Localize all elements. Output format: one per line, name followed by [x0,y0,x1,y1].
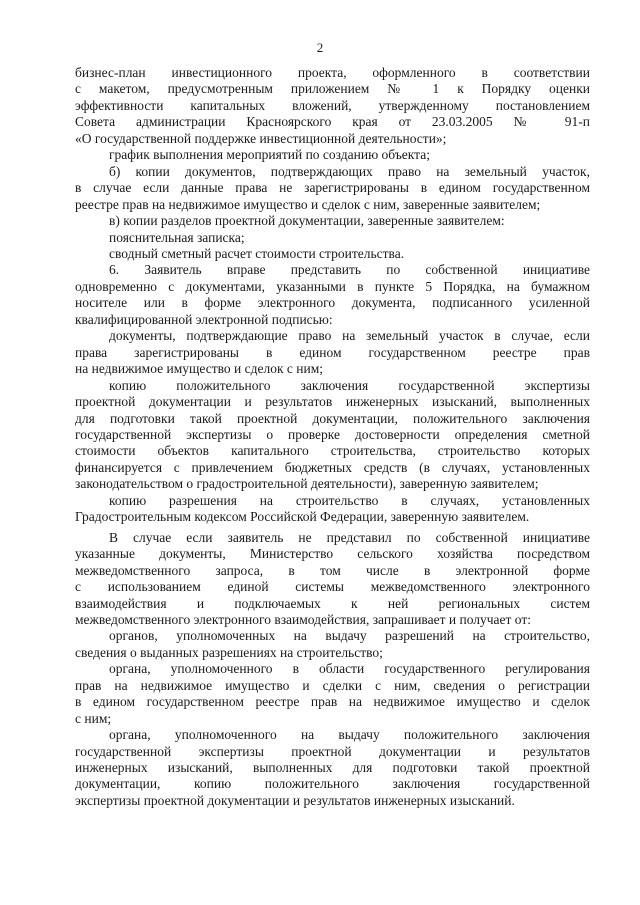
text-line: экспертизы проектной документации и результатов инженерных изысканий. [75,792,515,808]
text-line: прав на недвижимое имущество и сделки с ним, сведения о регистрации [75,677,590,693]
document-body [75,65,590,809]
text-line: 6. Заявитель вправе представить по собственной инициативе [109,262,590,278]
paragraph [75,164,590,213]
text-line: указанные документы, Министерство сельского хозяйства посредством [75,546,590,562]
text-line: эффективности капитальных вложений, утвержденному постановлением [75,97,590,113]
text-line: взаимодействия и подключаемых к ней региональных систем [75,595,590,611]
paragraph [75,262,590,328]
text-line: межведомственного запроса, в том числе в электронной форме [75,562,590,578]
text-line: документации, копию положительного заключения государственной [75,776,590,792]
text-line: государственной экспертизы проектной документации и результатов [75,743,590,759]
text-line: «О государственной поддержке инвестиционной деятельности»; [75,130,447,146]
text-line: органа, уполномоченного в области государственного регулирования [109,661,590,677]
text-line: документы, подтверждающие право на земельный участок в случае, если [109,328,590,344]
text-line: Градостроительным кодексом Российской Федерации, заверенную заявителем. [75,509,530,525]
text-line: инженерных изысканий, выполненных для подготовки такой проектной [75,760,590,776]
text-line: финансируется с привлечением бюджетных средств (в случаях, установленных [75,459,590,475]
paragraph [75,530,590,629]
text-line: для подготовки такой проектной документации, положительного заключения [75,410,590,426]
text-line: В случае если заявитель не представил по собственной инициативе [109,529,590,545]
text-line: права зарегистрированы в едином государственном реестре прав [75,344,590,360]
text-line: график выполнения мероприятий по созданию объекта; [109,147,430,163]
page-number: 2 [316,40,324,55]
paragraph [75,246,590,262]
text-line: в) копии разделов проектной документации, заверенные заявителем: [109,213,505,229]
paragraph [75,661,590,727]
paragraph [75,147,590,163]
paragraph [75,328,590,377]
paragraph [75,213,590,229]
text-line: межведомственного электронного взаимодействия, запрашивает и получает от: [75,611,532,627]
text-line: органов, уполномоченных на выдачу разрешений на строительство, [109,628,590,644]
text-line: реестре прав на недвижимое имущество и сделок с ним, заверенные заявителем; [75,196,541,212]
text-line: на недвижимое имущество и сделок с ним; [75,361,323,377]
text-line: с макетом, предусмотренным приложением № 1 к Порядку оценки [75,81,590,97]
text-line: копию разрешения на строительство в случаях, установленных [109,492,590,508]
text-line: квалифицированной электронной подписью: [75,311,333,327]
text-line: стоимости объектов капитального строительства, строительство которых [75,443,590,459]
text-line: проектной документации и результатов инженерных изысканий, выполненных [75,394,590,410]
paragraph [75,727,590,809]
text-line: государственной экспертизы о проверке достоверности определения сметной [75,426,590,442]
text-line: носителе или в форме электронного документа, подписанного усиленной [75,295,590,311]
paragraph [75,65,590,147]
text-line: с ним; [75,710,112,726]
text-line: органа, уполномоченного на выдачу положительного заключения [109,727,590,743]
paragraph [75,493,590,526]
text-line: б) копии документов, подтверждающих право на земельный участок, [109,163,590,179]
paragraph [75,230,590,246]
text-line: копию положительного заключения государственной экспертизы [109,377,590,393]
text-line: законодательством о градостроительной деятельности), заверенную заявителем; [75,476,539,492]
text-line: бизнес-план инвестиционного проекта, оформленного в соответствии [75,65,590,80]
text-line: в едином государственном реестре прав на недвижимое имущество и сделок [75,694,590,710]
paragraph [75,378,590,493]
text-line: в случае если данные права не зарегистрированы в едином государственном [75,180,590,196]
text-line: сведения о выданных разрешениях на строительство; [75,644,383,660]
paragraph [75,628,590,661]
text-line: Совета администрации Красноярского края от 23.03.2005 № 91-п [75,114,590,130]
text-line: с использованием единой системы межведомственного электронного [75,579,590,595]
text-line: одновременно с документами, указанными в пункте 5 Порядка, на бумажном [75,278,590,294]
text-line: сводный сметный расчет стоимости строительства. [109,245,405,261]
text-line: пояснительная записка; [109,229,245,245]
